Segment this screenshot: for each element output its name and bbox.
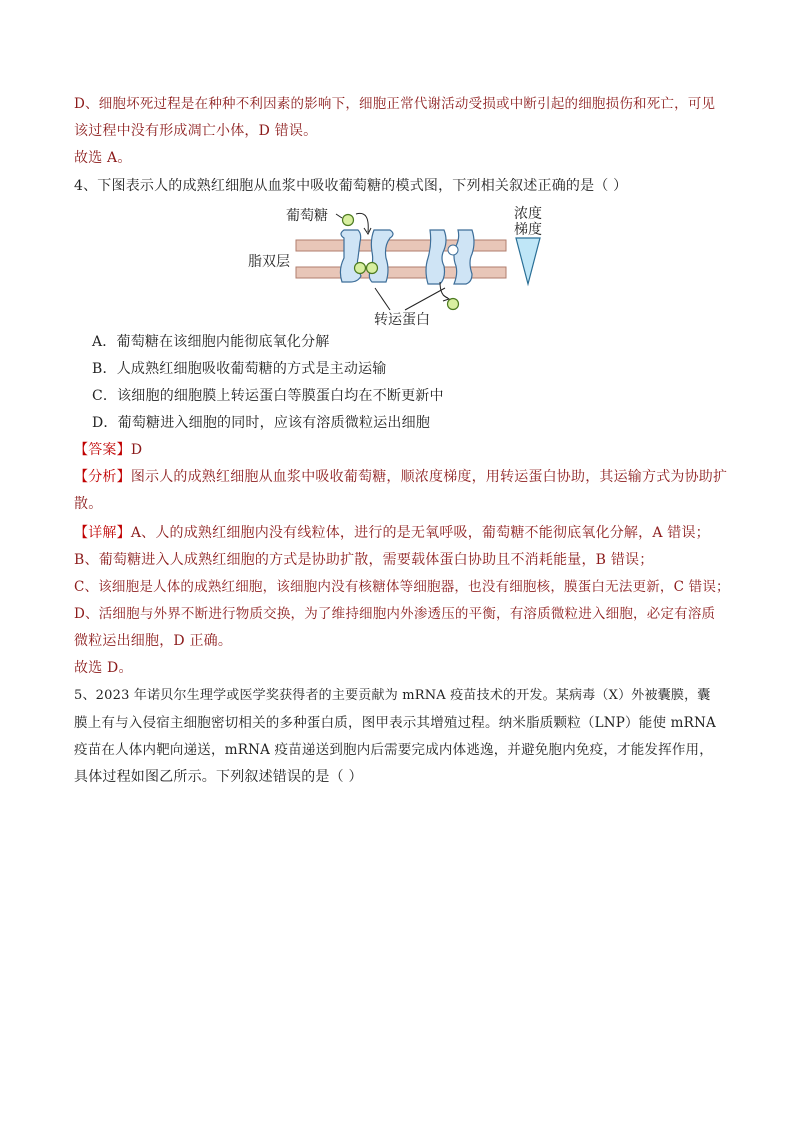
option-b: B．人成熟红细胞吸收葡萄糖的方式是主动运输 <box>92 361 387 377</box>
option-a: A．葡萄糖在该细胞内能彻底氧化分解 <box>92 334 330 350</box>
question-5-line: 具体过程如图乙所示。下列叙述错误的是（ ） <box>74 769 363 785</box>
option-d: D．葡萄糖进入细胞的同时，应该有溶质微粒运出细胞 <box>92 415 431 431</box>
glucose-molecule <box>448 299 459 310</box>
conclusion-line: 故选 A。 <box>74 150 132 166</box>
glucose-molecule <box>367 263 378 274</box>
label-bilayer: 脂双层 <box>248 254 290 270</box>
explanation-line: D、细胞坏死过程是在种种不利因素的影响下，细胞正常代谢活动受损或中断引起的细胞损伤和死亡，可见 <box>74 96 716 112</box>
question-4-stem: 4、下图表示人的成熟红细胞从血浆中吸收葡萄糖的模式图，下列相关叙述正确的是（ ） <box>74 178 628 194</box>
answer-tag: 【答案】 <box>74 442 131 458</box>
question-5-line: 膜上有与入侵宿主细胞密切相关的多种蛋白质，图甲表示其增殖过程。纳米脂质颗粒（LNP）能使 mRNA <box>74 715 716 731</box>
analysis-tag: 【分析】 <box>74 469 131 485</box>
detail-line: C、该细胞是人体的成熟红细胞，该细胞内没有核糖体等细胞器，也没有细胞核，膜蛋白无法更新，C 错误； <box>74 579 730 595</box>
explanation-line: 该过程中没有形成凋亡小体，D 错误。 <box>74 123 318 139</box>
detail-line: B、葡萄糖进入人成熟红细胞的方式是协助扩散，需要载体蛋白协助且不消耗能量，B 错误； <box>74 552 654 568</box>
conclusion-line: 故选 D。 <box>74 660 133 676</box>
label-pointer <box>375 288 390 310</box>
detail-line: D、活细胞与外界不断进行物质交换，为了维持细胞内外渗透压的平衡，有溶质微粒进入细胞，必定有溶质 <box>74 606 716 622</box>
label-transporter: 转运蛋白 <box>374 312 430 328</box>
detail-tag: 【详解】 <box>74 525 131 541</box>
label-gradient: 浓度 <box>514 206 542 222</box>
question-5-line: 疫苗在人体内靶向递送，mRNA 疫苗递送到胞内后需要完成内体逃逸，并避免胞内免疫，才能发挥作用， <box>74 742 713 758</box>
detail-line: 【详解】A、人的成熟红细胞内没有线粒体，进行的是无氧呼吸，葡萄糖不能彻底氧化分解，A 错误； <box>74 525 710 541</box>
question-5-line: 5、2023 年诺贝尔生理学或医学奖获得者的主要贡献为 mRNA 疫苗技术的开发。某病毒（X）外被囊膜，囊 <box>74 688 711 703</box>
answer-line <box>74 440 734 460</box>
label-pointer <box>405 288 445 310</box>
gradient-triangle <box>516 238 540 284</box>
binding-site <box>448 245 458 255</box>
entry-arrow-icon <box>356 213 368 232</box>
analysis-line: 散。 <box>74 496 103 512</box>
detail-line: 微粒运出细胞，D 正确。 <box>74 633 233 649</box>
bilayer-bottom <box>296 267 506 278</box>
option-c: C．该细胞的细胞膜上转运蛋白等膜蛋白均在不断更新中 <box>92 388 444 404</box>
glucose-transport-diagram <box>240 200 560 328</box>
answer-value: D <box>130 442 143 458</box>
glucose-molecule <box>355 263 366 274</box>
analysis-line: 【分析】图示人的成熟红细胞从血浆中吸收葡萄糖，顺浓度梯度，用转运蛋白协助，其运输方式为协助扩 <box>74 469 728 485</box>
label-gradient: 梯度 <box>514 222 542 238</box>
label-glucose: 葡萄糖 <box>286 208 328 224</box>
glucose-molecule <box>343 215 354 226</box>
